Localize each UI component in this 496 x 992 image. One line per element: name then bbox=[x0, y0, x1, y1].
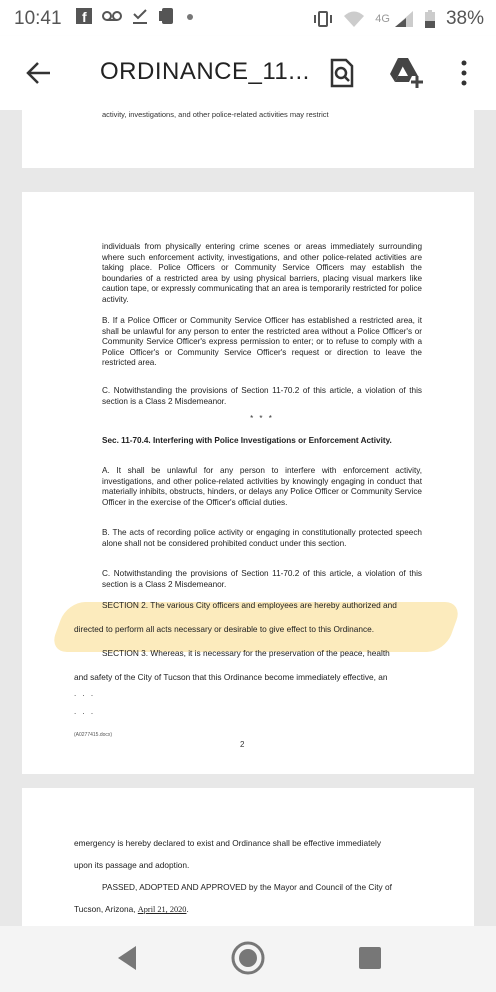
signal-icon bbox=[394, 10, 414, 28]
nav-home-icon[interactable] bbox=[230, 940, 266, 976]
wifi-icon bbox=[343, 10, 365, 28]
paragraph-continued: individuals from physically entering crime scenes or areas immediately surrounding where such enforcement activity, investigations, and other police-related activities are taking place. Police Officers or Community Service Officers may establish the boundaries of a restricted area by using physical barriers, placing visual markers like caution tape, or expressly communicating that an area is temporarily restricted for police activity. bbox=[102, 242, 422, 304]
back-arrow-icon[interactable] bbox=[24, 58, 54, 88]
page-2 bbox=[22, 192, 474, 774]
app-bar bbox=[0, 36, 496, 110]
page-1 bbox=[22, 110, 474, 168]
section-break: * * * bbox=[250, 414, 274, 423]
check-download-icon bbox=[132, 7, 148, 25]
document-title: ORDINANCE_11... bbox=[100, 58, 310, 85]
section-2-line-2: directed to perform all acts necessary or desirable to give effect to this Ordinance. bbox=[74, 624, 375, 634]
paragraph-c1: C. Notwithstanding the provisions of Section 11-70.2 of this article, a violation of this section is a Class 2 Misdemeanor. bbox=[102, 386, 422, 406]
page-number: 2 bbox=[240, 740, 245, 749]
voicemail-icon bbox=[102, 7, 122, 25]
nav-recent-icon[interactable] bbox=[358, 946, 382, 970]
passed-suffix: . bbox=[186, 904, 189, 914]
section-3-line-1: SECTION 3. Whereas, it is necessary for the preservation of the peace, health bbox=[102, 648, 390, 658]
section-3-line-2: and safety of the City of Tucson that this Ordinance become immediately effective, an bbox=[74, 672, 388, 682]
page3-line-1: emergency is hereby declared to exist and Ordinance shall be effective immediately bbox=[74, 838, 381, 848]
paragraph-a2: A. It shall be unlawful for any person to interfere with enforcement activity, investigations, and other police-related activities by knowingly engaging in conduct that materially inhibits, obstructs, hinders, or delays any Police Officer or Community Service Officer in the exercise of the Officer's official duties. bbox=[102, 466, 422, 507]
page3-line-3: PASSED, ADOPTED AND APPROVED by the Mayor and Council of the City of bbox=[102, 882, 392, 892]
paragraph-b1: B. If a Police Officer or Community Service Officer has established a restricted area, it shall be unlawful for any person to enter the restricted area without a Police Officer's or Community Service Officer's express permission to enter; or to refuse to comply with a Police Officer's or Community Service Officer's request or direction to leave the restricted area. bbox=[102, 316, 422, 368]
passed-prefix: Tucson, Arizona, bbox=[74, 904, 138, 914]
battery-level: 38% bbox=[445, 8, 484, 29]
section-heading: Sec. 11-70.4. Interfering with Police Investigations or Enforcement Activity. bbox=[102, 436, 392, 445]
document-footer-id: (A0277415.docx) bbox=[74, 732, 113, 738]
status-bar bbox=[0, 0, 496, 36]
section-2-line-1: SECTION 2. The various City officers and employees are hereby authorized and bbox=[102, 600, 397, 610]
battery-icon bbox=[424, 9, 436, 29]
search-document-icon[interactable] bbox=[326, 58, 356, 88]
vibrate-icon bbox=[313, 10, 333, 28]
facebook-icon bbox=[76, 7, 92, 25]
document-viewer[interactable] bbox=[0, 110, 496, 926]
status-time: 10:41 bbox=[14, 8, 62, 29]
phone-icon bbox=[158, 7, 176, 25]
network-type: 4G bbox=[375, 13, 390, 25]
passed-date: April 21, 2020 bbox=[137, 905, 187, 914]
ellipsis-2: . . . bbox=[74, 707, 96, 716]
page-3 bbox=[22, 788, 474, 926]
system-nav-bar bbox=[0, 926, 496, 992]
more-vert-icon[interactable] bbox=[456, 58, 472, 88]
paragraph-b2: B. The acts of recording police activity or engaging in constitutionally protected speech alone shall not be considered prohibited conduct under this section. bbox=[102, 528, 422, 548]
page3-line-4 bbox=[74, 904, 422, 914]
page3-line-2: upon its passage and adoption. bbox=[74, 860, 190, 870]
ellipsis-1: . . . bbox=[74, 689, 96, 698]
cut-off-line: activity, investigations, and other police-related activities may restrict bbox=[102, 110, 329, 119]
nav-back-icon[interactable] bbox=[114, 944, 140, 972]
svg-text:f: f bbox=[82, 9, 87, 25]
paragraph-c2: C. Notwithstanding the provisions of Section 11-70.2 of this article, a violation of this section is a Class 2 Misdemeanor. bbox=[102, 569, 422, 589]
dot-icon bbox=[186, 7, 194, 25]
add-to-drive-icon[interactable] bbox=[388, 56, 424, 88]
